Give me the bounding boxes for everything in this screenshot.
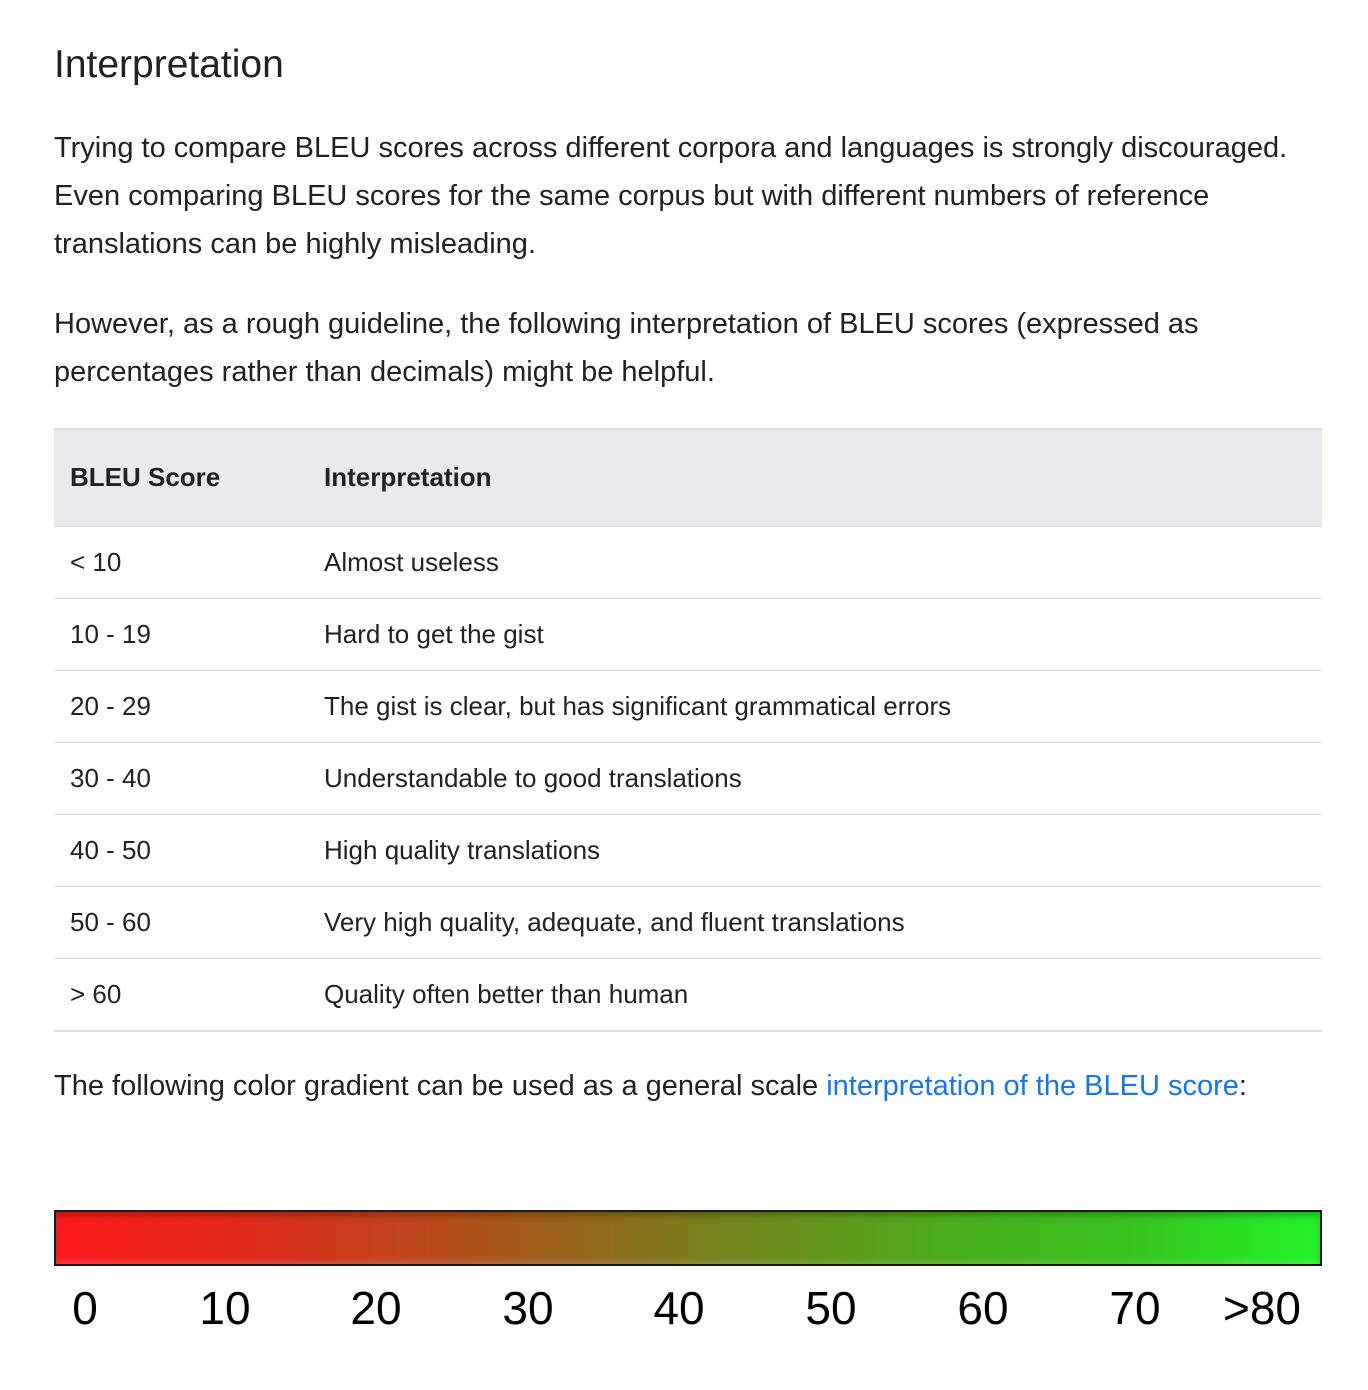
table-header-row	[54, 429, 1322, 526]
interpretation-cell: Very high quality, adequate, and fluent translations	[308, 886, 1322, 958]
table-row	[54, 526, 1322, 598]
interpretation-cell: The gist is clear, but has significant grammatical errors	[308, 670, 1322, 742]
score-cell: 30 - 40	[54, 742, 308, 814]
bleu-color-scale	[54, 1208, 1322, 1348]
gradient-paragraph	[54, 1062, 1322, 1110]
color-gradient-bar	[54, 1210, 1322, 1266]
table-row	[54, 670, 1322, 742]
gradient-paragraph-prefix: The following color gradient can be used as a general scale	[54, 1070, 827, 1102]
column-header-interpretation: Interpretation	[308, 429, 1322, 526]
scale-label-60: 60	[957, 1282, 1009, 1334]
scale-label-70: 70	[1109, 1282, 1161, 1334]
section-heading: Interpretation	[54, 43, 284, 86]
score-cell: > 60	[54, 958, 308, 1031]
table-row	[54, 598, 1322, 670]
interpretation-cell: Quality often better than human	[308, 958, 1322, 1031]
intro-paragraph: Trying to compare BLEU scores across different corpora and languages is strongly discouraged. Even comparing BLEU scores for the same corpus but with different numbers of reference translations can be highly misleading.	[54, 132, 1288, 260]
scale-label-10: 10	[199, 1282, 251, 1334]
score-cell: 20 - 29	[54, 670, 308, 742]
bleu-interpretation-table	[54, 428, 1322, 1032]
interpretation-cell: Hard to get the gist	[308, 598, 1322, 670]
table-row	[54, 958, 1322, 1031]
interpretation-cell: Almost useless	[308, 526, 1322, 598]
table-row	[54, 742, 1322, 814]
guideline-paragraph: However, as a rough guideline, the following interpretation of BLEU scores (expressed as percentages rather than decimals) might be helpful.	[54, 308, 1199, 388]
score-cell: < 10	[54, 526, 308, 598]
scale-label-50: 50	[805, 1282, 857, 1334]
table-row	[54, 886, 1322, 958]
score-cell: 40 - 50	[54, 814, 308, 886]
scale-label-0: 0	[72, 1282, 98, 1334]
scale-label-30: 30	[502, 1282, 554, 1334]
interpretation-cell: High quality translations	[308, 814, 1322, 886]
scale-label-20: 20	[350, 1282, 402, 1334]
scale-label-80-plus: >80	[1222, 1282, 1302, 1334]
bleu-interpretation-link[interactable]: interpretation of the BLEU score	[826, 1070, 1239, 1102]
table-row	[54, 814, 1322, 886]
gradient-paragraph-suffix: :	[1238, 1070, 1247, 1102]
score-cell: 10 - 19	[54, 598, 308, 670]
score-cell: 50 - 60	[54, 886, 308, 958]
interpretation-cell: Understandable to good translations	[308, 742, 1322, 814]
column-header-score: BLEU Score	[54, 429, 308, 526]
scale-label-40: 40	[653, 1282, 705, 1334]
